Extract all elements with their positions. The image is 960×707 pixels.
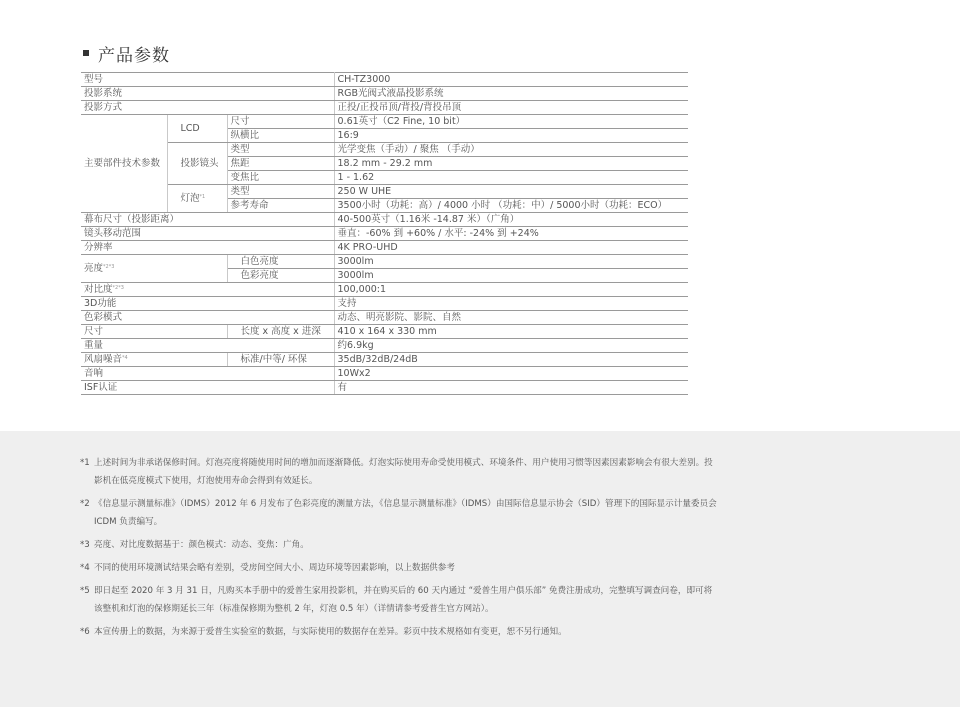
footnote-text: 亮度、对比度数据基于：颜色模式：动态、变焦：广角。 <box>94 540 309 550</box>
table-row <box>81 213 688 227</box>
page-title: 产品参数 <box>98 45 170 66</box>
group-label: 主要部件技术参数 <box>81 115 167 213</box>
footnote-mark: *4 <box>80 563 90 573</box>
table-row <box>81 101 688 115</box>
footnote-mark: *5 <box>80 586 90 596</box>
bullet-square-icon <box>83 50 89 56</box>
footnote <box>80 495 720 531</box>
row-value: 3500小时（功耗：高）/ 4000 小时 （功耗：中）/ 5000小时（功耗：ECO） <box>334 199 688 213</box>
subgroup-label: LCD <box>167 115 227 143</box>
row-value: 40-500英寸（1.16米 -14.87 米）（广角） <box>334 213 688 227</box>
row-value: 1 - 1.62 <box>334 171 688 185</box>
row-label: 投影方式 <box>81 101 334 115</box>
row-sublabel: 白色亮度 <box>227 255 334 269</box>
row-value: 10Wx2 <box>334 367 688 381</box>
table-row <box>81 353 688 367</box>
row-value: 正投/正投吊顶/背投/背投吊顶 <box>334 101 688 115</box>
table-row <box>81 115 688 129</box>
footnote-text: 不同的使用环境测试结果会略有差别，受房间空间大小、周边环境等因素影响，以上数据供参考 <box>94 563 455 573</box>
row-value: 光学变焦（手动）/ 聚焦 （手动） <box>334 143 688 157</box>
table-row <box>81 297 688 311</box>
table-row <box>81 255 688 269</box>
row-label: ISF认证 <box>81 381 334 395</box>
footnotes-list <box>80 454 720 646</box>
row-value: 18.2 mm - 29.2 mm <box>334 157 688 171</box>
contrast-label: 对比度 <box>84 284 113 295</box>
row-label: 焦距 <box>227 157 334 171</box>
row-value: 410 x 164 x 330 mm <box>334 325 688 339</box>
row-value: CH-TZ3000 <box>334 73 688 87</box>
row-label: 类型 <box>227 185 334 199</box>
row-sublabel: 长度 x 高度 x 进深 <box>227 325 334 339</box>
row-value: 35dB/32dB/24dB <box>334 353 688 367</box>
table-row <box>81 325 688 339</box>
row-label: 纵横比 <box>227 129 334 143</box>
row-value: 3000lm <box>334 255 688 269</box>
spec-table <box>81 72 688 395</box>
row-label: 幕布尺寸（投影距离） <box>81 213 334 227</box>
row-sublabel: 色彩亮度 <box>227 269 334 283</box>
row-label: 尺寸 <box>227 115 334 129</box>
row-value: 约6.9kg <box>334 339 688 353</box>
table-row <box>81 283 688 297</box>
lamp-label: 灯泡 <box>180 193 200 204</box>
footnote-ref: *2*3 <box>112 285 124 291</box>
row-value: 动态、明亮影院、影院、自然 <box>334 311 688 325</box>
row-label <box>81 283 334 297</box>
table-row <box>81 87 688 101</box>
row-value: 垂直：-60% 到 +60% / 水平: -24% 到 +24% <box>334 227 688 241</box>
footnote-text: 即日起至 2020 年 3 月 31 日，凡购买本手册中的爱普生家用投影机，并在购买后的 60 天内通过 “爱普生用户俱乐部” 免费注册成功，完整填写调查问卷，即可将该整机和灯泡的保修期延长三年（标准保修期为整机 2 年，灯泡 0.5 年）（详情请参考爱普生官方网站）。 <box>94 586 713 614</box>
footnote <box>80 623 720 641</box>
row-label: 3D功能 <box>81 297 334 311</box>
footnote <box>80 536 720 554</box>
row-value: 3000lm <box>334 269 688 283</box>
row-label: 投影系统 <box>81 87 334 101</box>
noise-label: 风扇噪音 <box>84 354 123 365</box>
row-label: 色彩模式 <box>81 311 334 325</box>
row-label: 音响 <box>81 367 334 381</box>
row-label <box>81 255 227 283</box>
footnote-mark: *1 <box>80 458 90 468</box>
footnote-ref: *2*3 <box>103 264 115 270</box>
footnote-text: 本宣传册上的数据，为来源于爱普生实验室的数据，与实际使用的数据存在差异。彩页中技术规格如有变更，恕不另行通知。 <box>94 627 567 637</box>
row-label: 分辨率 <box>81 241 334 255</box>
row-label: 类型 <box>227 143 334 157</box>
footnote-ref: *1 <box>199 194 206 200</box>
footnote-mark: *6 <box>80 627 90 637</box>
table-row <box>81 227 688 241</box>
table-row <box>81 381 688 395</box>
footnote-ref: *4 <box>122 355 128 361</box>
table-row <box>81 339 688 353</box>
row-value: 4K PRO-UHD <box>334 241 688 255</box>
footnote-text: 《信息显示测量标准》（IDMS）2012 年 6 月发布了色彩亮度的测量方法，《信息显示测量标准》（IDMS）由国际信息显示协会（SID）管理下的国际显示计量委员会 ICDM 负责编写。 <box>94 499 717 527</box>
row-value: 16:9 <box>334 129 688 143</box>
row-value: 有 <box>334 381 688 395</box>
row-label <box>81 353 227 367</box>
row-label: 重量 <box>81 339 334 353</box>
table-row <box>81 185 688 199</box>
table-row <box>81 73 688 87</box>
row-value: 100,000:1 <box>334 283 688 297</box>
row-value: 0.61英寸（C2 Fine, 10 bit） <box>334 115 688 129</box>
footnote <box>80 559 720 577</box>
subgroup-label: 投影镜头 <box>167 143 227 185</box>
section-heading <box>83 41 170 65</box>
table-row <box>81 367 688 381</box>
footnote-mark: *3 <box>80 540 90 550</box>
row-label: 型号 <box>81 73 334 87</box>
row-value: 支持 <box>334 297 688 311</box>
footnote-text: 上述时间为非承诺保修时间。灯泡亮度将随使用时间的增加而逐渐降低。灯泡实际使用寿命受使用模式、环境条件、用户使用习惯等因素因素影响会有很大差别。投影机在低亮度模式下使用，灯泡使用寿命会得到有效延长。 <box>94 458 713 486</box>
table-row <box>81 311 688 325</box>
row-label: 参考寿命 <box>227 199 334 213</box>
row-sublabel: 标准/中等/ 环保 <box>227 353 334 367</box>
row-label: 尺寸 <box>81 325 227 339</box>
brightness-label: 亮度 <box>84 263 104 274</box>
subgroup-label <box>167 185 227 213</box>
row-value: RGB光阀式液晶投影系统 <box>334 87 688 101</box>
row-label: 镜头移动范围 <box>81 227 334 241</box>
footnote-mark: *2 <box>80 499 90 509</box>
row-value: 250 W UHE <box>334 185 688 199</box>
table-row <box>81 143 688 157</box>
row-label: 变焦比 <box>227 171 334 185</box>
table-row <box>81 241 688 255</box>
footnote <box>80 582 720 618</box>
footnote <box>80 454 720 490</box>
